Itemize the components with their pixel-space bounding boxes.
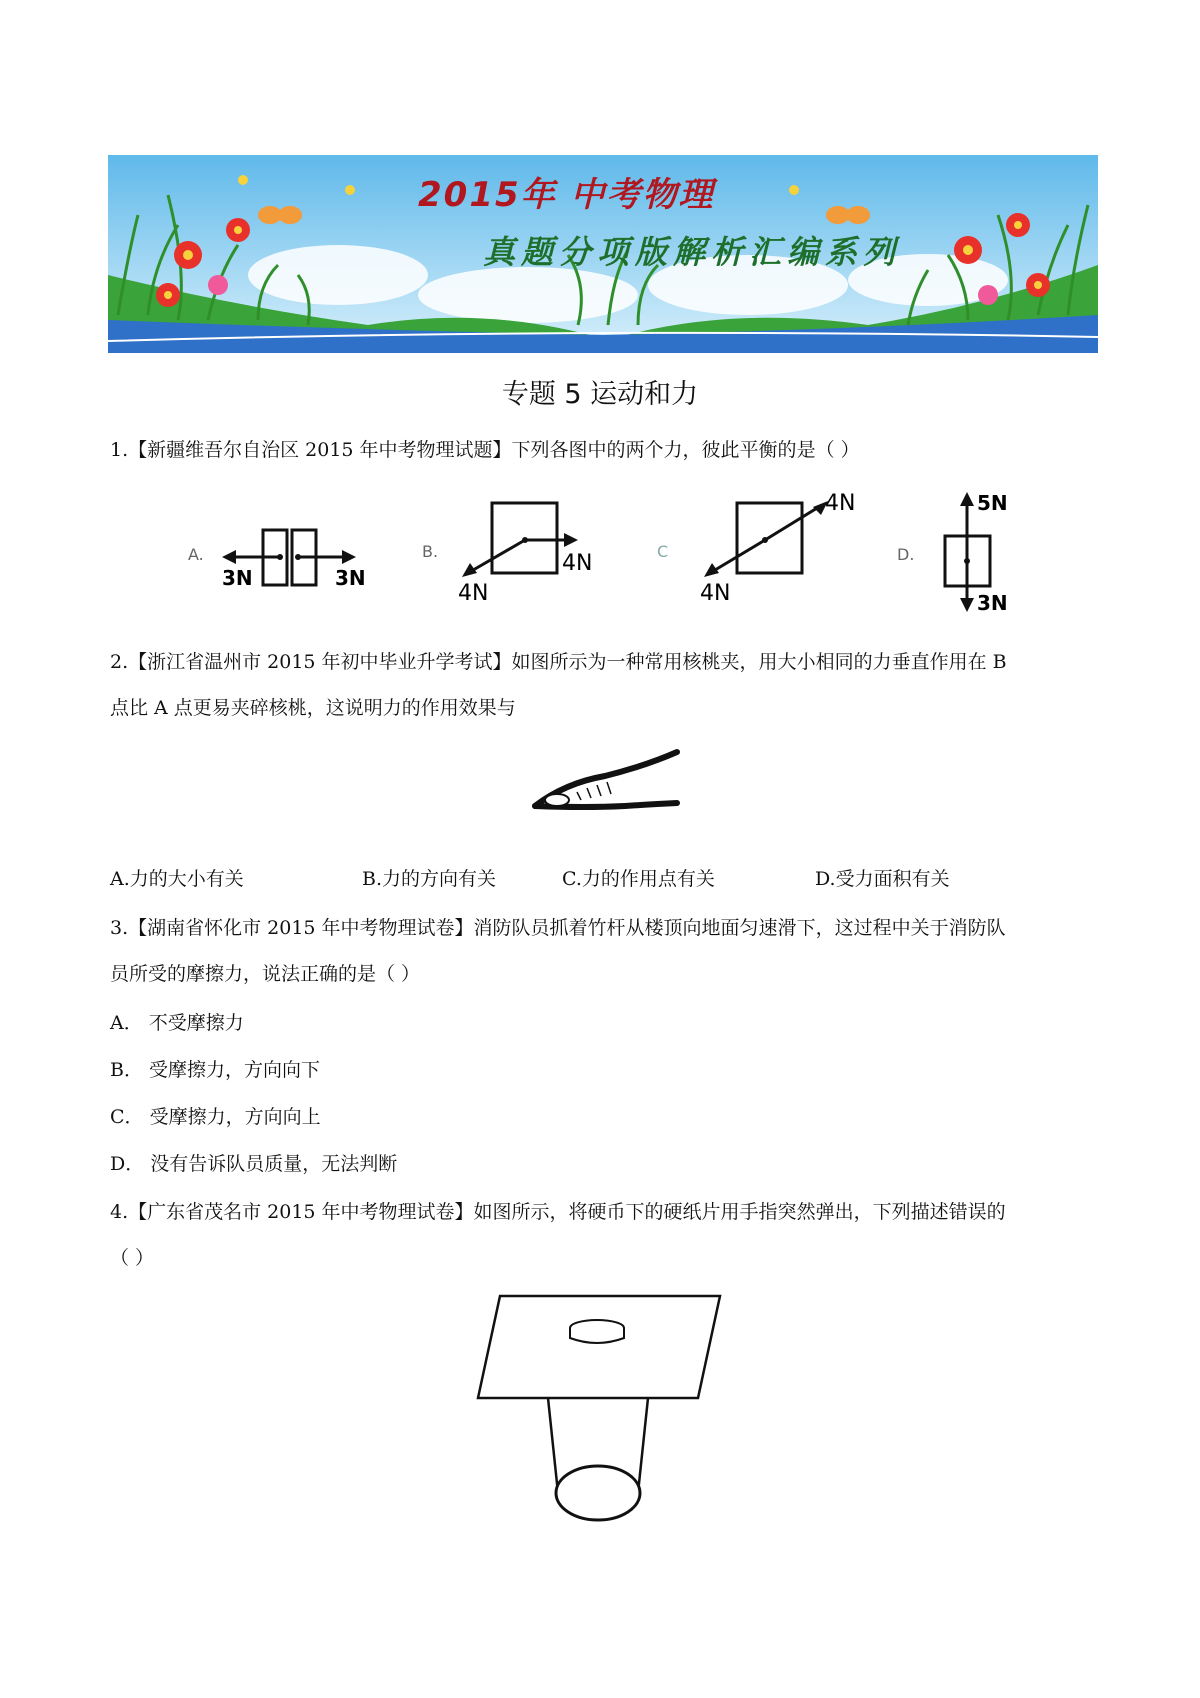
q1-figure-a xyxy=(170,505,400,605)
header-banner xyxy=(108,155,1098,353)
q1-figure-c xyxy=(645,485,870,610)
q4-coin-card-figure xyxy=(470,1288,730,1528)
q1-b-force1: 4N xyxy=(562,551,593,576)
banner-title: 2015年 中考物理 xyxy=(418,175,715,215)
q1-figure-c-label: C xyxy=(657,542,669,561)
q2-line1: 2.【浙江省温州市 2015 年初中毕业升学考试】如图所示为一种常用核桃夹，用大小相同的力垂直作用在 B xyxy=(110,651,1007,673)
q1-d-up-force: 5N xyxy=(977,491,1008,515)
q1-figure-b-label: B. xyxy=(422,542,439,561)
q2-option-b: B.力的方向有关 xyxy=(362,868,497,890)
q2-option-c: C.力的作用点有关 xyxy=(562,868,715,890)
q3-line2: 员所受的摩擦力，说法正确的是（ ） xyxy=(110,963,421,985)
q1-figure-d-label: D. xyxy=(897,545,915,564)
q2-line2: 点比 A 点更易夹碎核桃，这说明力的作用效果与 xyxy=(110,697,516,719)
q1-figure-d xyxy=(885,488,1045,623)
q2-option-a: A.力的大小有关 xyxy=(110,868,244,890)
q1-b-force2: 4N xyxy=(458,581,489,606)
q1-c-force2: 4N xyxy=(700,581,731,606)
q1-c-force1: 4N xyxy=(825,491,856,516)
q1-stem: 1.【新疆维吾尔自治区 2015 年中考物理试题】下列各图中的两个力，彼此平衡的是（ ） xyxy=(110,439,860,461)
q1-figure-a-label: A. xyxy=(188,545,204,564)
q1-a-right-force: 3N xyxy=(335,566,366,590)
q2-nutcracker-figure xyxy=(525,748,685,818)
q1-a-left-force: 3N xyxy=(222,566,253,590)
q3-option-c: C． 受摩擦力，方向向上 xyxy=(110,1106,321,1128)
q3-option-a: A． 不受摩擦力 xyxy=(110,1012,244,1034)
banner-subtitle: 真题分项版解析汇编系列 xyxy=(483,233,902,271)
q3-option-d: D． 没有告诉队员质量，无法判断 xyxy=(110,1153,398,1175)
topic-heading: 专题 5 运动和力 xyxy=(501,379,699,410)
q3-line1: 3.【湖南省怀化市 2015 年中考物理试卷】消防队员抓着竹杆从楼顶向地面匀速滑下，这过程中关于消防队 xyxy=(110,917,1006,939)
q3-option-b: B． 受摩擦力，方向向下 xyxy=(110,1059,321,1081)
q2-option-d: D.受力面积有关 xyxy=(815,868,950,890)
q1-d-down-force: 3N xyxy=(977,591,1008,615)
q4-line2: （ ） xyxy=(110,1247,155,1269)
q1-figure-b xyxy=(410,485,620,610)
q4-line1: 4.【广东省茂名市 2015 年中考物理试卷】如图所示，将硬币下的硬纸片用手指突然弹出，下列描述错误的 xyxy=(110,1201,1006,1223)
